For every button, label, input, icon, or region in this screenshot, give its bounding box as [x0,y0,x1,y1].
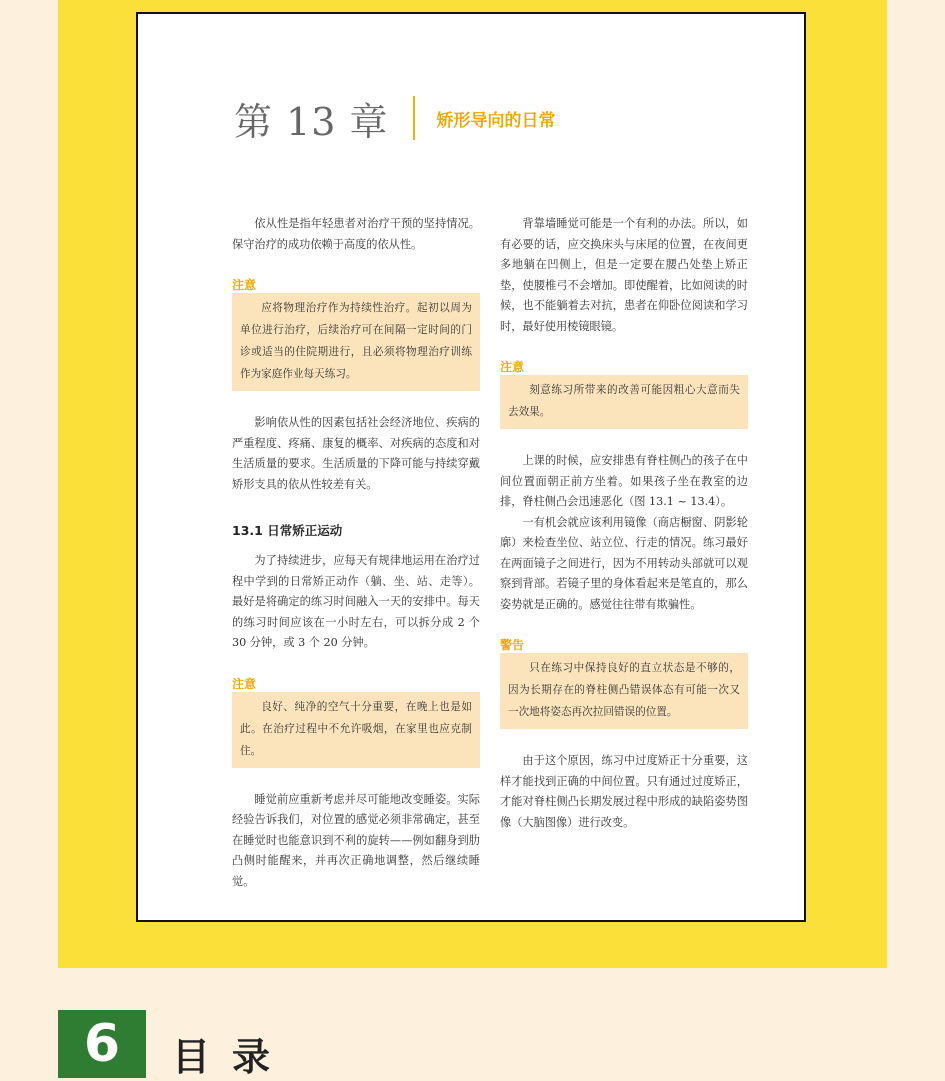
note-text: 刻意练习所带来的改善可能因粗心大意而失去效果。 [508,384,740,418]
note-text: 良好、纯净的空气十分重要，在晚上也是如此。在治疗过程中不允许吸烟，在家里也应克制住。 [240,700,472,757]
paragraph: 一有机会就应该利用镜像（商店橱窗、阴影轮廓）来检查坐位、站立位、行走的情况。练习最好在两面镜子之间进行，因为不用转动头部就可以观察到背部。若镜子里的身体看起来是笔直的，那么姿势就是正确的。感觉往往带有欺骗性。 [500,515,748,611]
left-column [232,214,480,892]
paragraph: 为了持续进步，应每天有规律地运用在治疗过程中学到的日常矫正动作（躺、坐、站、走等）。最好是将确定的练习时间融入一天的安排中。每天的练习时间应该在一小时左右，可以拆分成 2 个 30 分钟，或 3 个 20 分钟。 [232,554,480,649]
right-column [500,214,748,833]
book-page [136,12,806,922]
paragraph: 影响依从性的因素包括社会经济地位、疾病的严重程度、疼痛、康复的概率、对疾病的态度和对生活质量的要求。生活质量的下降可能与持续穿戴矫形支具的依从性较差有关。 [232,416,480,491]
warning-label: 警告 [500,638,525,652]
note-callout [500,359,748,429]
chapter-heading [234,94,556,142]
warning-box [500,653,748,729]
note-box [232,293,480,391]
note-label: 注意 [232,676,257,691]
paragraph: 上课的时候，应安排患有脊柱侧凸的孩子在中间位置面朝正前方坐着。如果孩子坐在教室的边排，脊柱侧凸会迅速恶化（图 13.1 ~ 13.4）。 [500,454,748,508]
note-box [500,375,748,429]
chapter-title: 矫形导向的日常 [436,110,556,131]
paragraph: 背靠墙睡觉可能是一个有利的办法。所以，如有必要的话，应交换床头与床尾的位置，在夜间更多地躺在凹侧上，但是一定要在腰凸处垫上矫正垫，使腰椎弓不会增加。即使醒着，比如阅读的时候，也不能躺着去对抗，患者在仰卧位阅读和学习时，最好使用棱镜眼镜。 [500,217,748,333]
section-title: 13.1 日常矫正运动 [232,523,343,538]
chapter-divider [413,96,415,140]
warning-callout [500,637,748,729]
note-callout [232,676,480,768]
note-label: 注意 [500,360,525,374]
paragraph: 睡觉前应重新考虑并尽可能地改变睡姿。实际经验告诉我们，对位置的感觉必须非常确定，甚至在睡觉时也能意识到不利的旋转——例如翻身到肋凸侧时能醒来，并再次正确地调整，然后继续睡觉。 [232,792,480,888]
paragraph: 依从性是指年轻患者对治疗干预的坚持情况。保守治疗的成功依赖于高度的依从性。 [232,217,480,251]
note-callout [232,277,480,391]
chapter-number: 第 13 章 [234,99,389,144]
paragraph: 由于这个原因，练习中过度矫正十分重要，这样才能找到正确的中间位置。只有通过过度矫正，才能对脊柱侧凸长期发展过程中形成的缺陷姿势图像（大脑图像）进行改变。 [500,754,748,829]
section-footer [58,1010,292,1078]
note-box [232,692,480,768]
section-heading: 目录 [172,1035,293,1079]
note-text: 应将物理治疗作为持续性治疗。起初以周为单位进行治疗，后续治疗可在间隔一定时间的门诊或适当的住院期进行，且必须将物理治疗训练作为家庭作业每天练习。 [240,302,472,380]
warning-text: 只在练习中保持良好的直立状态是不够的，因为长期存在的脊柱侧凸错误体态有可能一次又一次地将姿态再次拉回错误的位置。 [508,662,740,718]
note-label: 注意 [232,278,257,292]
section-number-badge: 6 [58,1010,146,1078]
